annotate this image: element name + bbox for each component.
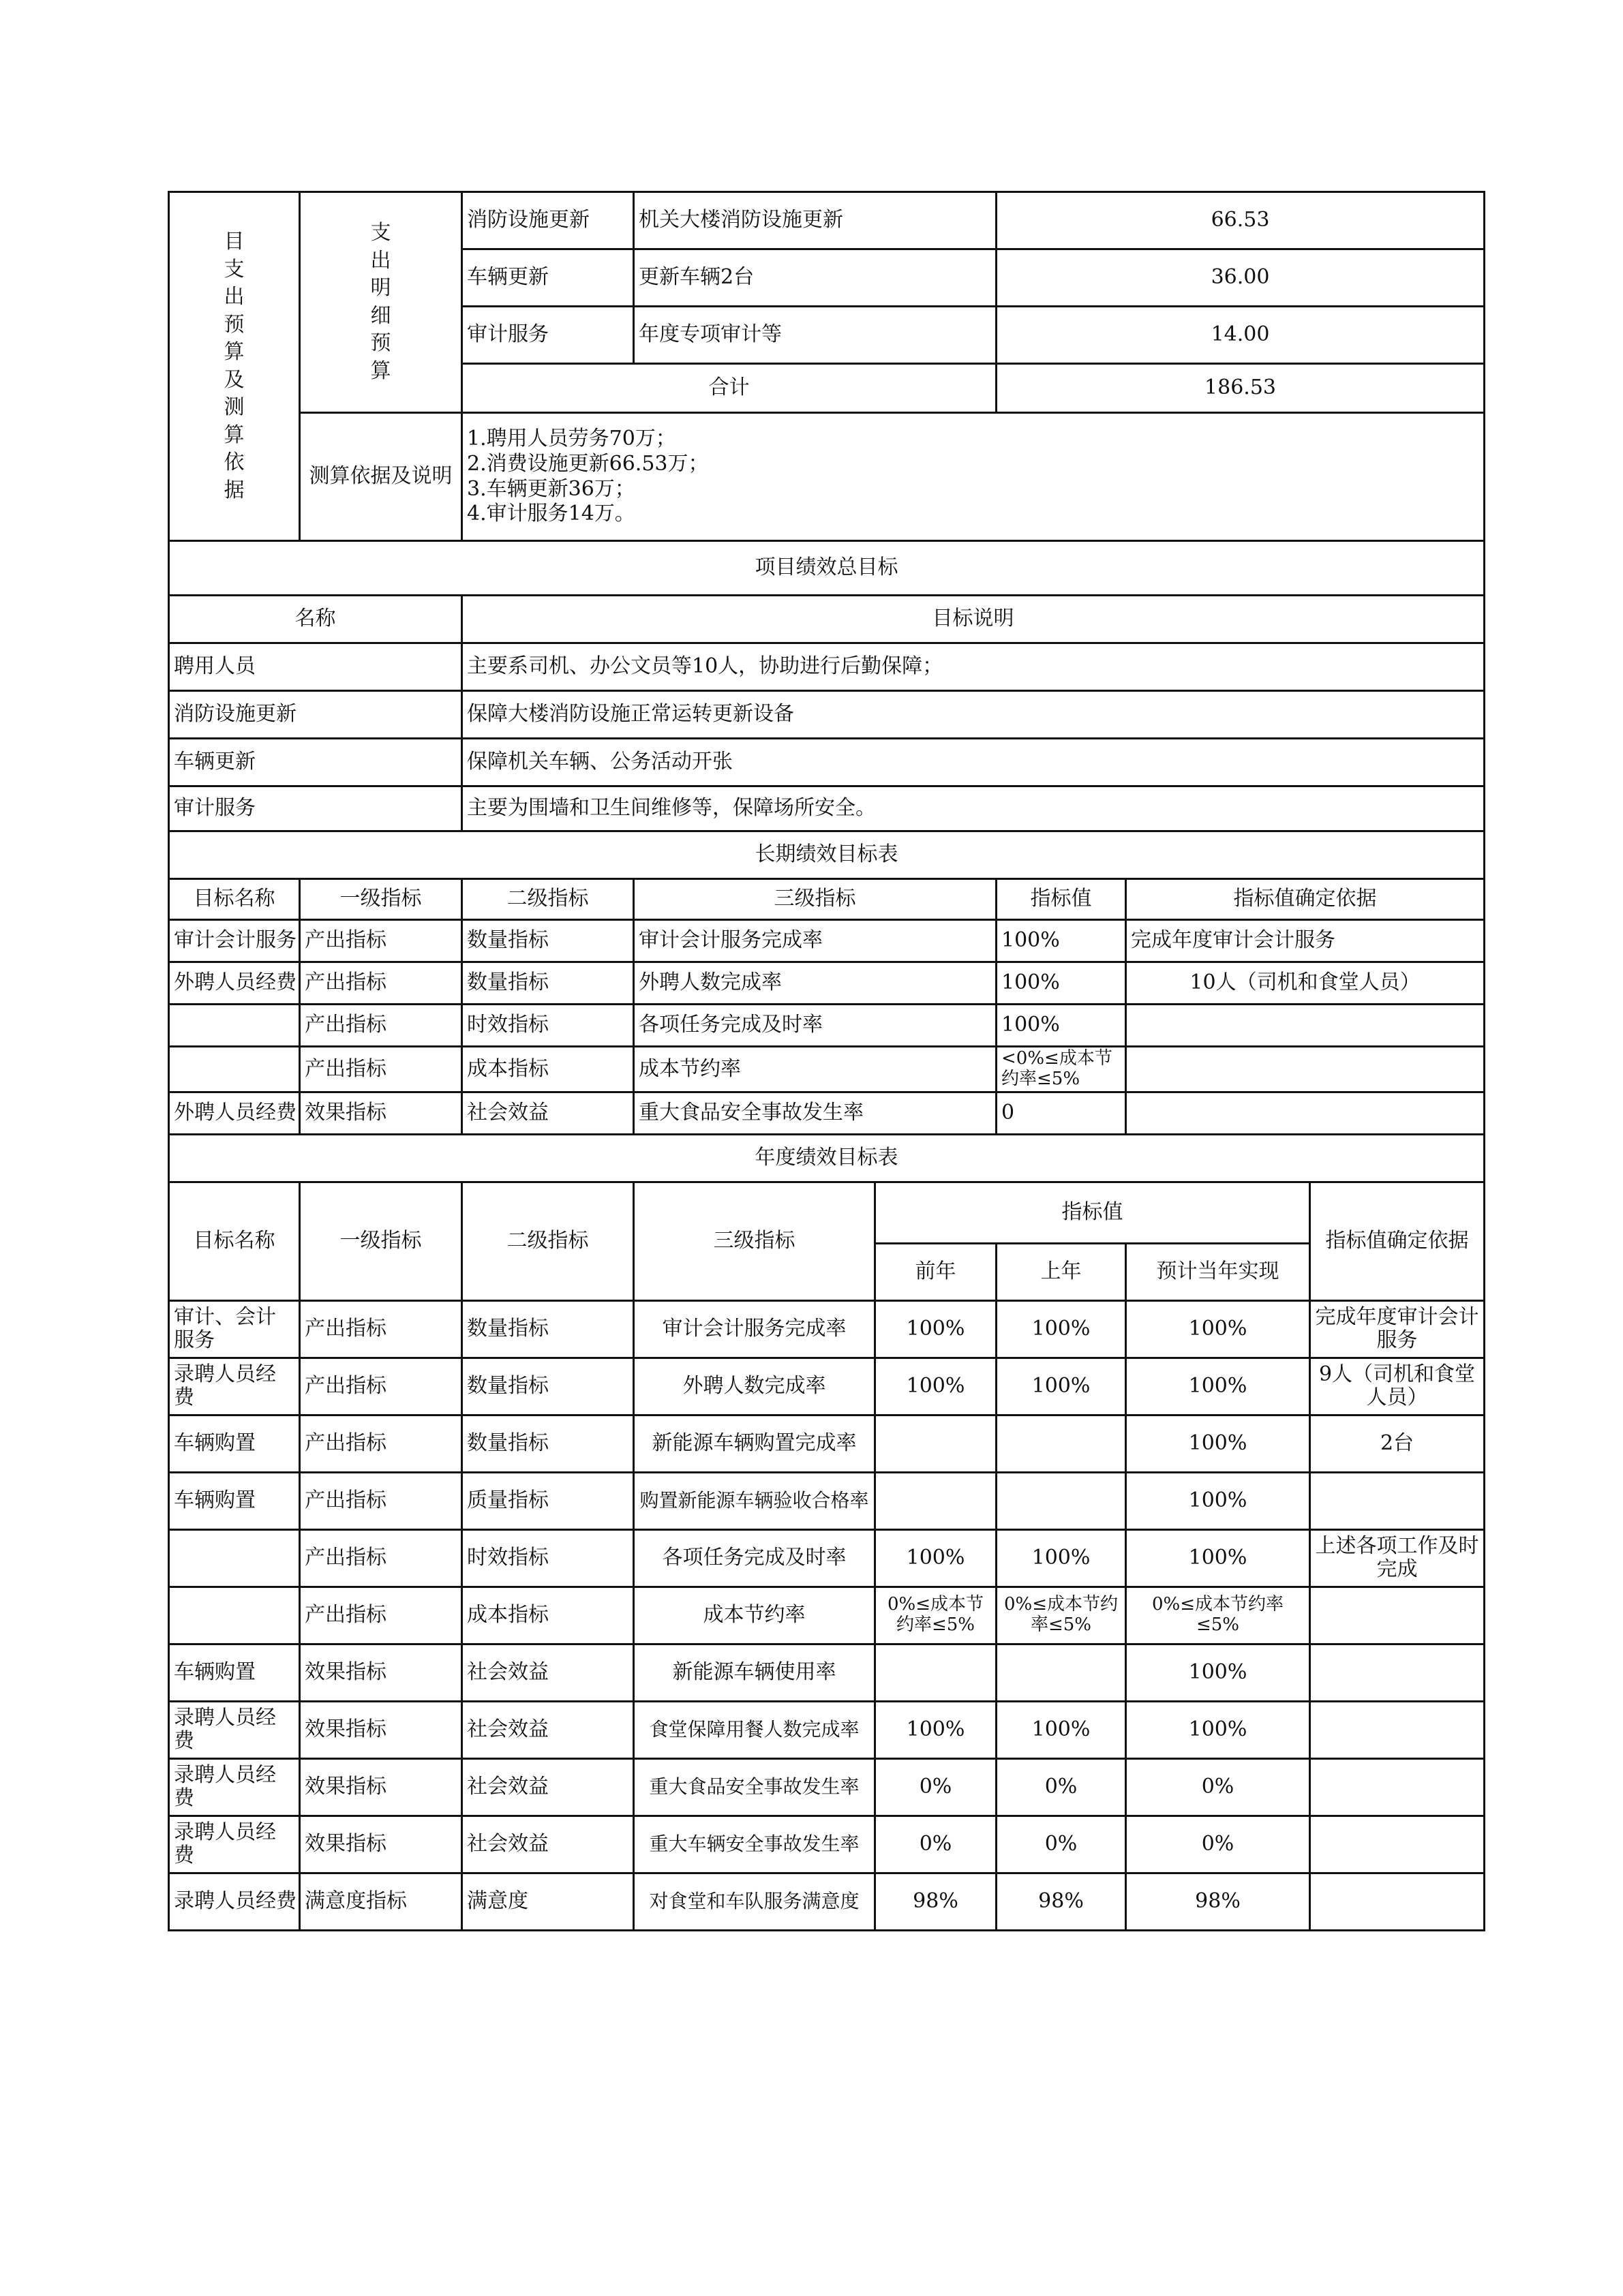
lt-header: 指标值确定依据	[1126, 879, 1485, 920]
an-cell: 0%≤成本节约率≤5%	[875, 1587, 997, 1644]
goal-name: 聘用人员	[169, 643, 462, 691]
lt-cell: 100%	[997, 962, 1126, 1005]
budget-detail: 更新车辆2台	[634, 249, 997, 307]
an-header: 目标名称	[169, 1182, 300, 1300]
an-cell: 上述各项工作及时完成	[1310, 1529, 1485, 1587]
an-subheader: 前年	[875, 1243, 997, 1300]
an-cell: 录聘人员经费	[169, 1816, 300, 1873]
lt-cell	[1126, 1047, 1485, 1092]
budget-amount: 14.00	[997, 307, 1485, 364]
an-cell: 100%	[997, 1701, 1126, 1758]
an-cell	[997, 1415, 1126, 1472]
an-cell	[875, 1472, 997, 1529]
budget-amount: 66.53	[997, 192, 1485, 249]
lt-cell: 审计会计服务	[169, 920, 300, 962]
an-cell: 100%	[1126, 1701, 1310, 1758]
lt-cell: 产出指标	[300, 962, 462, 1005]
an-cell: 0%	[997, 1816, 1126, 1873]
an-cell: 购置新能源车辆验收合格率	[634, 1472, 875, 1529]
an-header: 二级指标	[462, 1182, 634, 1300]
an-cell: 重大食品安全事故发生率	[634, 1758, 875, 1816]
goal-col-name: 名称	[169, 596, 462, 643]
an-cell: 时效指标	[462, 1529, 634, 1587]
an-cell: 100%	[1126, 1300, 1310, 1358]
lt-cell: 产出指标	[300, 920, 462, 962]
budget-amount: 36.00	[997, 249, 1485, 307]
budget-item: 车辆更新	[462, 249, 634, 307]
lt-cell: 外聘人数完成率	[634, 962, 997, 1005]
an-subheader: 上年	[997, 1243, 1126, 1300]
lt-cell: 外聘人员经费	[169, 962, 300, 1005]
lt-cell: 成本节约率	[634, 1047, 997, 1092]
lt-cell: 时效指标	[462, 1005, 634, 1047]
an-cell: 100%	[1126, 1415, 1310, 1472]
an-cell	[1310, 1472, 1485, 1529]
an-cell: 效果指标	[300, 1816, 462, 1873]
an-header: 三级指标	[634, 1182, 875, 1300]
budget-item: 审计服务	[462, 307, 634, 364]
an-cell: 98%	[1126, 1873, 1310, 1930]
an-cell: 车辆购置	[169, 1644, 300, 1701]
an-header: 指标值	[875, 1182, 1310, 1243]
lt-cell	[1126, 1092, 1485, 1134]
an-cell: 0%	[997, 1758, 1126, 1816]
an-cell: 98%	[875, 1873, 997, 1930]
lt-cell	[1126, 1005, 1485, 1047]
an-cell: 效果指标	[300, 1644, 462, 1701]
lt-cell: 0	[997, 1092, 1126, 1134]
an-cell: 完成年度审计会计服务	[1310, 1300, 1485, 1358]
an-cell	[997, 1644, 1126, 1701]
an-cell: 社会效益	[462, 1758, 634, 1816]
lt-cell: 完成年度审计会计服务	[1126, 920, 1485, 962]
an-cell: 100%	[875, 1701, 997, 1758]
an-cell: 录聘人员经费	[169, 1873, 300, 1930]
an-cell: 食堂保障用餐人数完成率	[634, 1701, 875, 1758]
lt-header: 目标名称	[169, 879, 300, 920]
an-cell: 社会效益	[462, 1816, 634, 1873]
lt-cell: 各项任务完成及时率	[634, 1005, 997, 1047]
an-cell: 数量指标	[462, 1300, 634, 1358]
an-cell: 新能源车辆购置完成率	[634, 1415, 875, 1472]
an-cell: 100%	[875, 1358, 997, 1415]
lt-header: 二级指标	[462, 879, 634, 920]
an-cell: 效果指标	[300, 1701, 462, 1758]
goal-desc: 主要系司机、办公文员等10人，协助进行后勤保障；	[462, 643, 1485, 691]
lt-cell: 100%	[997, 1005, 1126, 1047]
goal-name: 审计服务	[169, 786, 462, 831]
goal-name: 车辆更新	[169, 739, 462, 786]
an-cell	[1310, 1873, 1485, 1930]
long-term-title: 长期绩效目标表	[169, 831, 1485, 879]
an-cell: 录聘人员经费	[169, 1358, 300, 1415]
an-cell: 100%	[997, 1358, 1126, 1415]
lt-cell: 成本指标	[462, 1047, 634, 1092]
an-cell: 产出指标	[300, 1300, 462, 1358]
an-cell: 产出指标	[300, 1472, 462, 1529]
an-cell: 0%	[1126, 1758, 1310, 1816]
an-cell	[1310, 1644, 1485, 1701]
goal-name: 消防设施更新	[169, 691, 462, 739]
an-cell: 0%	[875, 1758, 997, 1816]
an-cell	[997, 1472, 1126, 1529]
an-cell: 0%≤成本节约率≤5%	[997, 1587, 1126, 1644]
an-cell: 各项任务完成及时率	[634, 1529, 875, 1587]
an-cell: 录聘人员经费	[169, 1758, 300, 1816]
an-cell: 2台	[1310, 1415, 1485, 1472]
an-cell: 车辆购置	[169, 1472, 300, 1529]
lt-cell: 效果指标	[300, 1092, 462, 1134]
overall-goal-title: 项目绩效总目标	[169, 541, 1485, 596]
lt-cell	[169, 1047, 300, 1092]
an-cell: 效果指标	[300, 1758, 462, 1816]
lt-cell: 10人（司机和食堂人员）	[1126, 962, 1485, 1005]
lt-cell: 产出指标	[300, 1047, 462, 1092]
an-header: 指标值确定依据	[1310, 1182, 1485, 1300]
goal-desc: 保障大楼消防设施正常运转更新设备	[462, 691, 1485, 739]
performance-table	[168, 191, 1485, 1931]
an-cell	[875, 1415, 997, 1472]
an-cell: 0%	[1126, 1816, 1310, 1873]
an-cell	[169, 1529, 300, 1587]
an-cell: 产出指标	[300, 1415, 462, 1472]
budget-total-label: 合计	[462, 364, 997, 413]
lt-cell: 100%	[997, 920, 1126, 962]
an-cell: 新能源车辆使用率	[634, 1644, 875, 1701]
an-cell: 产出指标	[300, 1587, 462, 1644]
lt-cell	[169, 1005, 300, 1047]
an-cell: 满意度	[462, 1873, 634, 1930]
an-cell: 质量指标	[462, 1472, 634, 1529]
basis-label: 测算依据及说明	[300, 413, 462, 541]
an-cell: 外聘人数完成率	[634, 1358, 875, 1415]
an-cell: 成本指标	[462, 1587, 634, 1644]
an-cell: 对食堂和车队服务满意度	[634, 1873, 875, 1930]
budget-document	[168, 191, 1483, 1931]
an-cell: 100%	[1126, 1529, 1310, 1587]
lt-header: 指标值	[997, 879, 1126, 920]
an-cell: 审计会计服务完成率	[634, 1300, 875, 1358]
an-cell: 审计、会计服务	[169, 1300, 300, 1358]
lt-header: 一级指标	[300, 879, 462, 920]
basis-notes: 1.聘用人员劳务70万； 2.消费设施更新66.53万； 3.车辆更新36万； 4.审计服务14万。	[462, 413, 1485, 541]
an-cell	[1310, 1701, 1485, 1758]
an-cell	[169, 1587, 300, 1644]
lt-header: 三级指标	[634, 879, 997, 920]
an-cell: 社会效益	[462, 1644, 634, 1701]
budget-detail: 机关大楼消防设施更新	[634, 192, 997, 249]
an-cell: 100%	[1126, 1358, 1310, 1415]
an-cell: 0%≤成本节约率≤5%	[1126, 1587, 1310, 1644]
an-cell: 满意度指标	[300, 1873, 462, 1930]
an-cell: 车辆购置	[169, 1415, 300, 1472]
an-cell: 100%	[997, 1300, 1126, 1358]
an-cell: 社会效益	[462, 1701, 634, 1758]
lt-cell: 数量指标	[462, 962, 634, 1005]
goal-desc: 保障机关车辆、公务活动开张	[462, 739, 1485, 786]
an-subheader: 预计当年实现	[1126, 1243, 1310, 1300]
lt-cell: 产出指标	[300, 1005, 462, 1047]
an-cell: 100%	[1126, 1472, 1310, 1529]
lt-cell: 重大食品安全事故发生率	[634, 1092, 997, 1134]
budget-sub-label: 支 出 明 细 预 算	[300, 192, 462, 413]
lt-cell: 数量指标	[462, 920, 634, 962]
an-cell: 产出指标	[300, 1358, 462, 1415]
an-cell: 100%	[875, 1529, 997, 1587]
lt-cell: 外聘人员经费	[169, 1092, 300, 1134]
an-cell: 100%	[997, 1529, 1126, 1587]
an-cell	[1310, 1758, 1485, 1816]
an-cell	[1310, 1587, 1485, 1644]
lt-cell: 社会效益	[462, 1092, 634, 1134]
an-cell: 98%	[997, 1873, 1126, 1930]
an-cell: 录聘人员经费	[169, 1701, 300, 1758]
an-cell: 100%	[1126, 1644, 1310, 1701]
budget-item: 消防设施更新	[462, 192, 634, 249]
lt-cell: <0%≤成本节约率≤5%	[997, 1047, 1126, 1092]
budget-detail: 年度专项审计等	[634, 307, 997, 364]
lt-cell: 审计会计服务完成率	[634, 920, 997, 962]
an-cell: 数量指标	[462, 1415, 634, 1472]
goal-col-desc: 目标说明	[462, 596, 1485, 643]
an-cell: 数量指标	[462, 1358, 634, 1415]
an-cell: 0%	[875, 1816, 997, 1873]
annual-title: 年度绩效目标表	[169, 1134, 1485, 1182]
an-cell: 产出指标	[300, 1529, 462, 1587]
an-header: 一级指标	[300, 1182, 462, 1300]
an-cell: 重大车辆安全事故发生率	[634, 1816, 875, 1873]
an-cell	[1310, 1816, 1485, 1873]
an-cell: 成本节约率	[634, 1587, 875, 1644]
goal-desc: 主要为围墙和卫生间维修等，保障场所安全。	[462, 786, 1485, 831]
an-cell	[875, 1644, 997, 1701]
an-cell: 9人（司机和食堂人员）	[1310, 1358, 1485, 1415]
budget-side-label: 目 支 出 预 算 及 测 算 依 据	[169, 192, 300, 541]
an-cell: 100%	[875, 1300, 997, 1358]
budget-total-value: 186.53	[997, 364, 1485, 413]
